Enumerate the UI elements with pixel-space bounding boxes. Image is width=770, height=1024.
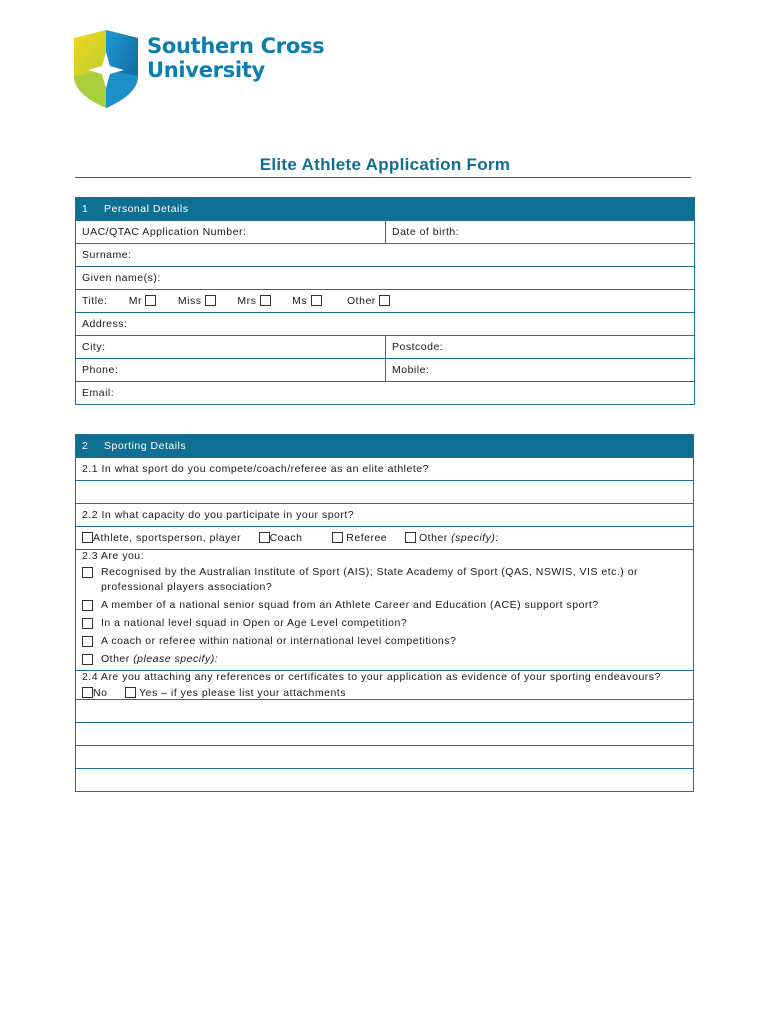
field-label: Mobile: bbox=[392, 364, 430, 376]
field-label: Email: bbox=[82, 387, 115, 399]
capacity-other-suffix: (specify): bbox=[451, 532, 499, 544]
other-checkbox[interactable] bbox=[82, 654, 93, 665]
coach-referee-checkbox[interactable] bbox=[82, 636, 93, 647]
field-label: City: bbox=[82, 341, 106, 353]
field-label: Address: bbox=[82, 318, 128, 330]
option-label: In a national level squad in Open or Age Level competition? bbox=[101, 617, 408, 629]
capacity-option-label: Other bbox=[418, 532, 448, 544]
attachment-line-4[interactable] bbox=[76, 769, 694, 792]
address-field[interactable] bbox=[76, 313, 695, 336]
attachments-no-checkbox[interactable] bbox=[82, 687, 93, 698]
title-mrs-checkbox[interactable] bbox=[260, 295, 271, 306]
option-label: A member of a national senior squad from an Athlete Career and Education (ACE) support sport? bbox=[101, 599, 599, 611]
personal-details-table bbox=[75, 197, 695, 405]
capacity-referee-checkbox[interactable] bbox=[332, 532, 343, 543]
capacity-athlete-checkbox[interactable] bbox=[82, 532, 93, 543]
option-label: Recognised by the Australian Institute of Sport (AIS); State Academy of Sport (QAS, NSWIS, VIS etc.) or professional players association? bbox=[101, 566, 639, 593]
title-miss-checkbox[interactable] bbox=[205, 295, 216, 306]
title-ms-checkbox[interactable] bbox=[311, 295, 322, 306]
field-label: Surname: bbox=[82, 249, 132, 261]
email-field[interactable] bbox=[76, 382, 695, 405]
section-header bbox=[76, 435, 694, 458]
date-of-birth-field[interactable] bbox=[386, 221, 695, 244]
attachments-yes-checkbox[interactable] bbox=[125, 687, 136, 698]
question-2-4: 2.4 Are you attaching any references or certificates to your application as evidence of your sporting endeavours? bbox=[82, 671, 661, 683]
list-item bbox=[82, 616, 687, 631]
field-label: Date of birth: bbox=[392, 226, 460, 238]
title-other-checkbox[interactable] bbox=[379, 295, 390, 306]
list-item bbox=[82, 598, 687, 613]
capacity-coach-checkbox[interactable] bbox=[259, 532, 270, 543]
list-item bbox=[82, 652, 687, 667]
section-number: 2 bbox=[82, 440, 89, 452]
ais-checkbox[interactable] bbox=[82, 567, 93, 578]
logo-line1: Southern Cross bbox=[147, 34, 325, 58]
title-option-label: Miss bbox=[177, 295, 202, 307]
university-logo bbox=[72, 30, 332, 108]
question-2-2: 2.2 In what capacity do you participate in your sport? bbox=[76, 504, 694, 527]
page-title: Elite Athlete Application Form bbox=[259, 155, 511, 174]
field-label: Title: bbox=[82, 295, 108, 307]
option-label: A coach or referee within national or international level competitions? bbox=[101, 635, 457, 647]
phone-field[interactable] bbox=[76, 359, 386, 382]
uac-number-field[interactable] bbox=[76, 221, 386, 244]
capacity-option-label: Athlete, sportsperson, player bbox=[93, 532, 242, 544]
option-label: Other bbox=[101, 653, 130, 665]
capacity-other-checkbox[interactable] bbox=[405, 532, 416, 543]
attachment-line-3[interactable] bbox=[76, 746, 694, 769]
section-number: 1 bbox=[82, 203, 89, 215]
question-2-4-block bbox=[76, 671, 694, 700]
sport-answer-field[interactable] bbox=[76, 481, 694, 504]
capacity-option-label: Referee bbox=[346, 532, 388, 544]
national-squad-checkbox[interactable] bbox=[82, 618, 93, 629]
title-option-label: Other bbox=[347, 295, 376, 307]
section-header bbox=[76, 198, 695, 221]
question-2-3-block bbox=[76, 550, 694, 671]
capacity-options-row bbox=[76, 527, 694, 550]
given-names-field[interactable] bbox=[76, 267, 695, 290]
postcode-field[interactable] bbox=[386, 336, 695, 359]
other-suffix: (please specify): bbox=[133, 653, 219, 665]
capacity-option-label: Coach bbox=[269, 532, 303, 544]
list-item bbox=[82, 565, 687, 595]
section-heading: Personal Details bbox=[104, 203, 189, 215]
attachments-options bbox=[82, 687, 687, 699]
field-label: UAC/QTAC Application Number: bbox=[82, 226, 247, 238]
attachment-line-2[interactable] bbox=[76, 723, 694, 746]
title-option-label: Ms bbox=[292, 295, 308, 307]
attachments-no-label: No bbox=[93, 687, 108, 699]
ace-squad-checkbox[interactable] bbox=[82, 600, 93, 611]
title-row bbox=[76, 290, 695, 313]
field-label: Postcode: bbox=[392, 341, 444, 353]
title-option-label: Mr bbox=[128, 295, 143, 307]
attachments-yes-label: Yes – if yes please list your attachments bbox=[139, 687, 346, 699]
mobile-field[interactable] bbox=[386, 359, 695, 382]
field-label: Phone: bbox=[82, 364, 119, 376]
attachment-line-1[interactable] bbox=[76, 700, 694, 723]
logo-text bbox=[147, 34, 324, 82]
title-option-label: Mrs bbox=[237, 295, 257, 307]
list-item bbox=[82, 634, 687, 649]
sporting-details-table bbox=[75, 434, 694, 792]
section-heading: Sporting Details bbox=[104, 440, 187, 452]
shield-logo-icon bbox=[72, 30, 142, 108]
surname-field[interactable] bbox=[76, 244, 695, 267]
title-mr-checkbox[interactable] bbox=[145, 295, 156, 306]
city-field[interactable] bbox=[76, 336, 386, 359]
field-label: Given name(s): bbox=[82, 272, 161, 284]
question-2-1: 2.1 In what sport do you compete/coach/referee as an elite athlete? bbox=[76, 458, 694, 481]
title-divider bbox=[75, 177, 691, 178]
question-2-3: 2.3 Are you: bbox=[82, 550, 145, 562]
logo-line2: University bbox=[147, 58, 265, 82]
